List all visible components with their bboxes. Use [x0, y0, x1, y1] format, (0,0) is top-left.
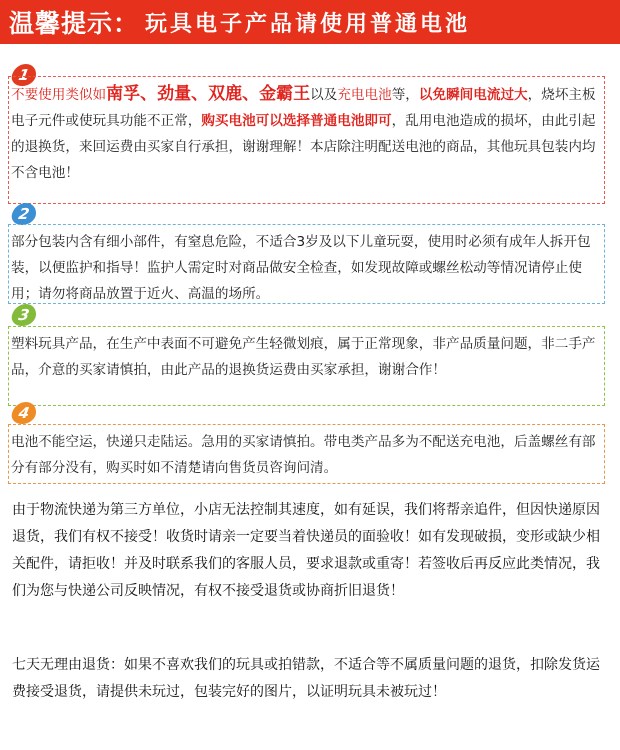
small-parts-section	[8, 224, 605, 304]
section-number-badge-2: 2	[10, 203, 38, 225]
logistics-note: 由于物流快递为第三方单位，小店无法控制其速度，如有延误，我们将帮亲追件，但因快递原因退货，我们有权不接受！收货时请亲一定要当着快递员的面验收！如有发现破损，变形或缺少相关配件，请拒收！并及时联系我们的客服人员，要求退款或重寄！若签收后再反应此类情况，我们为您与快递公司反映情况，有权不接受退货或协商折旧退货！	[12, 502, 600, 599]
banner-subtitle: 玩具电子产品请使用普通电池	[145, 11, 471, 37]
scratch-notice-text: 塑料玩具产品，在生产中表面不可避免产生轻微划痕，属于正常现象，非产品质量问题，非二手产品，介意的买家请慎拍，由此产品的退换货运费由买家承担，谢谢合作！	[11, 336, 596, 378]
shipping-battery-text: 电池不能空运，快递只走陆运。急用的买家请慎拍。带电类产品多为不配送充电池，后盖螺丝有部分有部分没有，购买时如不清楚请向售货员咨询问清。	[11, 434, 596, 476]
small-parts-text: 部分包装内含有细小部件，有窒息危险，不适合3岁及以下儿童玩耍，使用时必须有成年人拆开包装，以便监护和指导！监护人需定时对商品做安全检查，如发现故障或螺丝松动等情况请停止使用；请勿将商品放置于近火、高温的场所。	[11, 234, 591, 302]
section-number-badge-3: 3	[10, 304, 38, 326]
returns-note: 七天无理由退货：如果不喜欢我们的玩具或拍错款，不适合等不属质量问题的退货，扣除发货运费接受退货，请提供未玩过，包装完好的图片，以证明玩具未被玩过！	[12, 657, 600, 700]
shipping-battery-section	[8, 424, 605, 484]
battery-warning-section	[8, 76, 605, 204]
scratch-notice-section	[8, 326, 605, 406]
section-number-badge-4: 4	[10, 402, 38, 424]
notice-banner	[0, 0, 620, 44]
banner-title: 温馨提示：	[9, 9, 140, 38]
section-number-badge-1: 1	[10, 64, 38, 86]
battery-warning-text: 不要使用类似如南孚、劲量、双鹿、金霸王以及充电电池等，以免瞬间电流过大，烧坏主板电子元件或使玩具功能不正常，购买电池可以选择普通电池即可，乱用电池造成的损坏，由此引起的退换货，来回运费由买家自行承担，谢谢理解！本店除注明配送电池的商品，其他玩具包装内均不含电池！	[11, 84, 596, 181]
